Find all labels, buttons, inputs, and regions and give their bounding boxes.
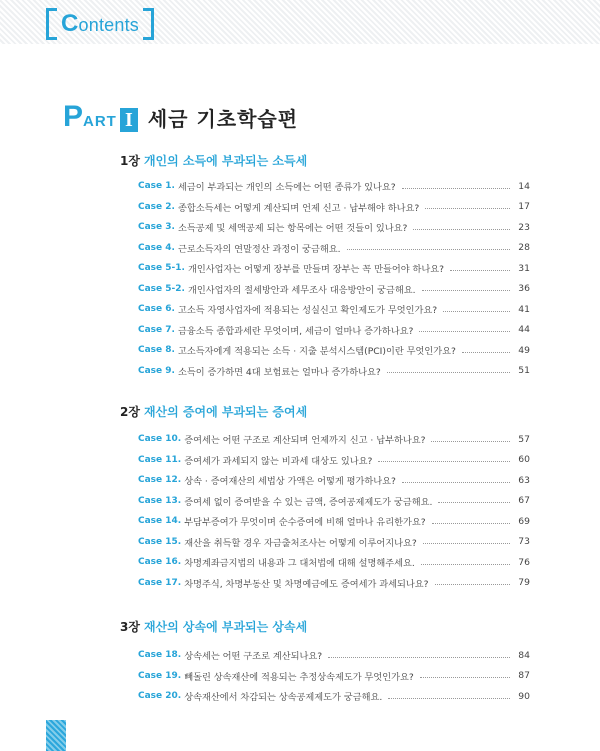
dot-leader [378,461,510,462]
dot-leader [413,229,510,230]
part-heading [63,102,298,132]
dot-leader [443,311,510,312]
toc-entry[interactable] [138,532,530,553]
case-label: Case 17. [138,577,182,588]
toc-entry[interactable] [138,450,530,471]
case-label: Case 4. [138,242,175,253]
page-number: 51 [518,365,530,377]
case-label: Case 14. [138,516,182,527]
case-title: 증여세 없이 증여받을 수 있는 금액, 증여공제제도가 궁금해요. [184,496,433,508]
chapter-heading [120,403,307,420]
case-label: Case 12. [138,475,182,486]
case-title: 상속재산에서 차감되는 상속공제제도가 궁금해요. [184,692,383,704]
page-number: 17 [518,201,530,213]
case-list [138,429,530,593]
chapter-title: 개인의 소득에 부과되는 소득세 [143,154,308,168]
page-number: 73 [518,536,530,548]
case-title: 증여세가 과세되지 않는 비과세 대상도 있나요? [184,455,373,467]
toc-entry[interactable] [138,238,530,259]
toc-entry[interactable] [138,552,530,573]
case-title: 재산을 취득할 경우 자금출처조사는 어떻게 이루어지나요? [184,537,417,549]
case-title: 종합소득세는 어떻게 계산되며 언제 신고 · 납부해야 하나요? [177,202,420,214]
chapter-number: 1장 [120,154,140,168]
page-number: 67 [518,495,530,507]
page-number: 63 [518,474,530,486]
case-title: 소득공제 및 세액공제 되는 항목에는 어떤 것들이 있나요? [177,223,408,235]
page-number: 41 [518,303,530,315]
case-label: Case 18. [138,650,182,661]
chapter-title: 재산의 증여에 부과되는 증여세 [143,405,308,419]
page-number: 44 [518,324,530,336]
toc-entry[interactable] [138,176,530,197]
toc-entry[interactable] [138,320,530,341]
dot-leader [422,290,510,291]
dot-leader [419,331,510,332]
case-label: Case 15. [138,536,182,547]
chapter-heading [120,618,307,635]
case-label: Case 5-2. [138,283,185,294]
toc-entry[interactable] [138,666,530,687]
dot-leader [431,441,510,442]
contents-heading [46,8,154,40]
dot-leader [462,352,510,353]
case-label: Case 20. [138,691,182,702]
dot-leader [347,249,510,250]
case-label: Case 1. [138,181,175,192]
toc-entry[interactable] [138,340,530,361]
case-label: Case 16. [138,557,182,568]
case-title: 근로소득자의 연말정산 과정이 궁금해요. [177,243,341,255]
case-list [138,176,530,381]
case-title: 차명주식, 차명부동산 및 차명예금에도 증여세가 과세되나요? [184,578,429,590]
dot-leader [432,523,510,524]
case-label: Case 13. [138,495,182,506]
case-title: 부담부증여가 무엇이며 순수증여에 비해 얼마나 유리한가요? [184,517,426,529]
case-label: Case 5-1. [138,263,185,274]
case-title: 개인사업자는 어떻게 장부를 만들며 장부는 꼭 만들어야 하나요? [187,264,445,276]
chapter-number: 3장 [120,620,140,634]
page-number: 79 [518,577,530,589]
contents-label: Contents [61,10,139,37]
case-title: 상속 · 증여재산의 세법상 가액은 어떻게 평가하나요? [184,476,396,488]
case-label: Case 10. [138,434,182,445]
toc-entry[interactable] [138,686,530,707]
dot-leader [388,698,510,699]
page-number: 36 [518,283,530,295]
case-title: 차명계좌금지법의 내용과 그 대처법에 대해 설명해주세요. [184,558,415,570]
case-label: Case 19. [138,670,182,681]
toc-entry[interactable] [138,299,530,320]
page-number: 23 [518,221,530,233]
case-title: 상속세는 어떤 구조로 계산되나요? [184,651,323,663]
case-title: 고소득자에게 적용되는 소득 · 지출 분석시스템(PCI)이란 무엇인가요? [177,346,456,358]
dot-leader [328,657,510,658]
header-band [0,0,600,44]
toc-entry[interactable] [138,197,530,218]
case-label: Case 9. [138,365,175,376]
chapter-title: 재산의 상속에 부과되는 상속세 [143,620,308,634]
part-word: PART [63,100,117,133]
page-number: 14 [518,180,530,192]
page-number: 76 [518,556,530,568]
case-label: Case 3. [138,222,175,233]
case-title: 고소득 자영사업자에 적용되는 성실신고 확인제도가 무엇인가요? [177,305,438,317]
toc-entry[interactable] [138,470,530,491]
page-number: 84 [518,649,530,661]
toc-entry[interactable] [138,491,530,512]
dot-leader [438,502,510,503]
case-label: Case 7. [138,324,175,335]
page-number: 90 [518,690,530,702]
right-bracket-icon [143,8,154,40]
case-label: Case 8. [138,345,175,356]
left-bracket-icon [46,8,57,40]
page-number: 31 [518,262,530,274]
case-label: Case 2. [138,201,175,212]
dot-leader [421,564,510,565]
dot-leader [387,372,510,373]
page-edge-stripe [46,720,66,751]
dot-leader [423,543,510,544]
toc-entry[interactable] [138,217,530,238]
case-title: 금융소득 종합과세란 무엇이며, 세금이 얼마나 증가하나요? [177,325,414,337]
part-number-badge: I [120,108,138,132]
page-number: 60 [518,454,530,466]
toc-entry[interactable] [138,573,530,594]
dot-leader [450,270,510,271]
chapter-heading [120,152,307,169]
toc-entry[interactable] [138,645,530,666]
toc-entry[interactable] [138,361,530,382]
dot-leader [435,584,511,585]
page-number: 57 [518,433,530,445]
chapter-number: 2장 [120,405,140,419]
toc-entry[interactable] [138,279,530,300]
toc-entry[interactable] [138,258,530,279]
page-number: 69 [518,515,530,527]
case-title: 증여세는 어떤 구조로 계산되며 언제까지 신고 · 납부하나요? [184,435,426,447]
case-label: Case 11. [138,454,182,465]
case-list [138,645,530,707]
page-number: 28 [518,242,530,254]
case-title: 세금이 부과되는 개인의 소득에는 어떤 종류가 있나요? [177,182,396,194]
case-title: 개인사업자의 절세방안과 세무조사 대응방안이 궁금해요. [187,284,416,296]
dot-leader [402,482,510,483]
page-number: 49 [518,344,530,356]
page-number: 87 [518,670,530,682]
case-title: 빼돌린 상속재산에 적용되는 추정상속제도가 무엇인가요? [184,671,414,683]
dot-leader [425,208,510,209]
toc-entry[interactable] [138,511,530,532]
case-title: 소득이 증가하면 4대 보험료는 얼마나 증가하나요? [177,366,381,378]
dot-leader [402,188,510,189]
dot-leader [420,677,510,678]
case-label: Case 6. [138,304,175,315]
part-title: 세금 기초학습편 [147,107,299,131]
toc-entry[interactable] [138,429,530,450]
